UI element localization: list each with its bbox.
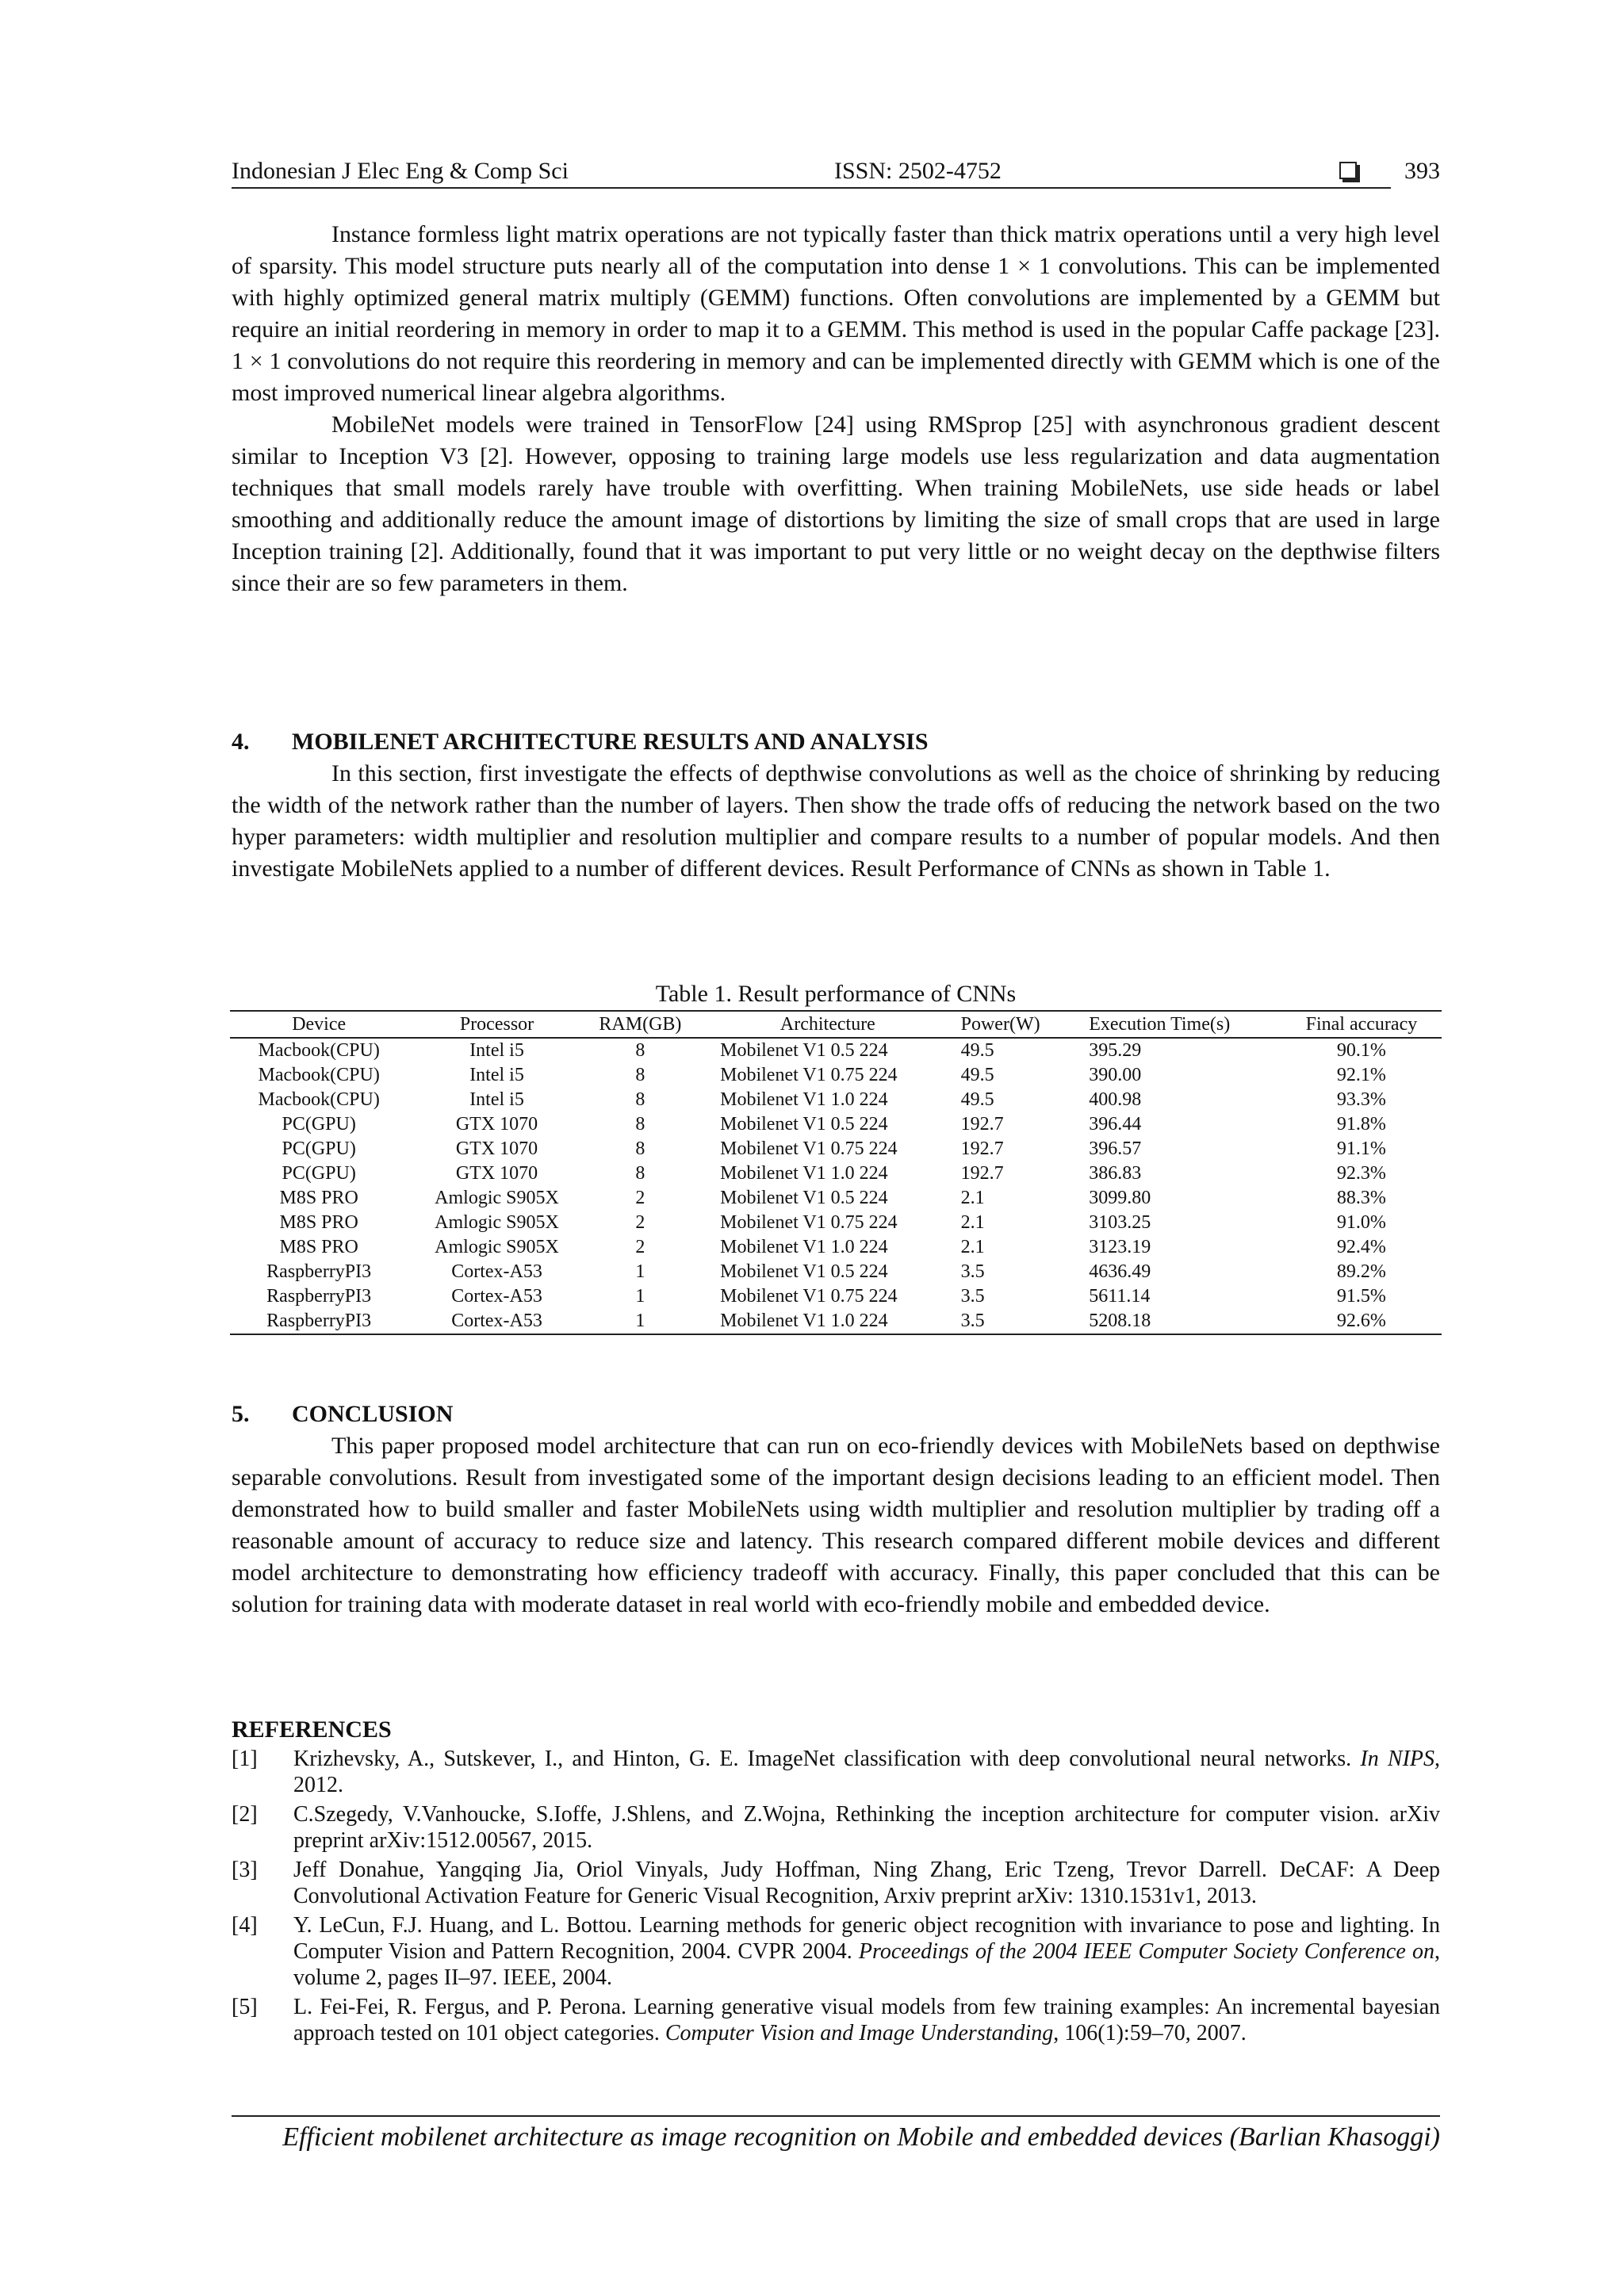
- table-cell: 2: [635, 1212, 645, 1233]
- table-cell: Cortex-A53: [451, 1286, 542, 1307]
- section-5-heading: [232, 1399, 453, 1430]
- table-cell: PC(GPU): [282, 1114, 356, 1135]
- paragraph: In this section, first investigate the effects of depthwise convolutions as well as the choice of shrinking by reducing the width of the network rather than the number of layers. Then show the trade offs of reducing the network based on the two hyper parameters: width multiplier and resolution multiplier and compare results to a number of popular models. And then investigate MobileNets applied to a number of different devices. Result Performance of CNNs as shown in Table 1.: [232, 760, 1440, 882]
- table-row: [230, 1112, 1442, 1137]
- table-cell: GTX 1070: [455, 1163, 538, 1184]
- table-cell: 90.1%: [1336, 1040, 1386, 1061]
- table-cell: 92.1%: [1336, 1065, 1386, 1085]
- table-cell: Amlogic S905X: [435, 1237, 559, 1257]
- reference-number: [3]: [232, 1858, 258, 1882]
- table-cell: 88.3%: [1336, 1188, 1386, 1208]
- table-cell: 2: [635, 1188, 645, 1208]
- table-cell: Macbook(CPU): [258, 1089, 380, 1110]
- table-cell: 400.98: [1089, 1089, 1142, 1110]
- table-row: [230, 1038, 1442, 1063]
- table-cell: Cortex-A53: [408, 1309, 585, 1334]
- col-header: Device: [230, 1011, 408, 1038]
- table-cell: 1: [635, 1261, 645, 1282]
- table-cell: 93.3%: [1336, 1089, 1386, 1110]
- table-cell: Mobilenet V1 1.0 224: [720, 1163, 888, 1184]
- table-row: [230, 1161, 1442, 1186]
- table-cell: 4636.49: [1089, 1261, 1151, 1282]
- table-cell: M8S PRO: [279, 1212, 358, 1233]
- table-cell: 5611.14: [1089, 1286, 1151, 1307]
- section-number: 4.: [232, 729, 250, 755]
- reference-item: [232, 1994, 1440, 2046]
- table-caption: Table 1. Result performance of CNNs: [655, 981, 1017, 1007]
- table-cell: 5208.18: [1081, 1309, 1281, 1334]
- reference-number: [1]: [232, 1747, 258, 1771]
- table-body: [230, 1038, 1442, 1334]
- reference-text-main: Krizhevsky, A., Sutskever, I., and Hinton, G. E. ImageNet classification with deep convolutional neural networks.: [293, 1747, 1361, 1771]
- reference-item: [232, 1746, 1440, 1798]
- table-cell: Mobilenet V1 0.5 224: [720, 1261, 888, 1282]
- col-header: Processor: [408, 1011, 585, 1038]
- section-4-text: [232, 758, 1440, 885]
- reference-text-main: C.Szegedy, V.Vanhoucke, S.Ioffe, J.Shlens, and Z.Wojna, Rethinking the inception architecture for computer vision. arXiv preprint arXiv:1512.00567, 2015.: [293, 1802, 1440, 1853]
- table-cell: M8S PRO: [279, 1237, 358, 1257]
- running-header: [232, 154, 1440, 189]
- reference-text: [293, 1857, 1440, 1909]
- issn: ISSN: 2502-4752: [834, 158, 1002, 184]
- table-row: [230, 1284, 1442, 1309]
- reference-text-italic: Proceedings of the 2004 IEEE Computer Society Conference on: [858, 1939, 1434, 1964]
- running-footer: Efficient mobilenet architecture as image recognition on Mobile and embedded devices (Barlian Khasoggi): [282, 2122, 1440, 2152]
- reference-number: [4]: [232, 1913, 258, 1938]
- table-cell: 3103.25: [1089, 1212, 1151, 1233]
- table-cell: 192.7: [960, 1114, 1004, 1135]
- table-row: [230, 1137, 1442, 1161]
- table-cell: Mobilenet V1 0.5 224: [720, 1188, 888, 1208]
- table-cell: Mobilenet V1 0.75 224: [720, 1065, 898, 1085]
- table-cell: 396.44: [1089, 1114, 1142, 1135]
- table-cell: 3.5: [960, 1261, 985, 1282]
- page-number: 393: [1404, 158, 1440, 184]
- table-cell: 8: [635, 1114, 645, 1135]
- table-cell: Mobilenet V1 0.5 224: [720, 1114, 888, 1135]
- paragraph: This paper proposed model architecture that can run on eco-friendly devices with MobileNets based on depthwise separable convolutions. Result from investigated some of the important design decisions leading to an efficient model. Then demonstrated how to build smaller and faster MobileNets using width multiplier and resolution multiplier by trading off a reasonable amount of accuracy to reduce size and latency. This research compared different mobile devices and different model architecture to demonstrating how efficiency tradeoff with accuracy. Finally, this paper concluded that this can be solution for training data with moderate dataset in real world with eco-friendly mobile and embedded device.: [232, 1433, 1440, 1617]
- col-header: RAM(GB): [586, 1011, 695, 1038]
- table-cell: 49.5: [960, 1040, 994, 1061]
- table-row: [230, 1088, 1442, 1112]
- reference-item: [232, 1857, 1440, 1909]
- table-cell: 192.7: [960, 1163, 1004, 1184]
- table-cell: Mobilenet V1 0.75 224: [720, 1138, 898, 1159]
- paragraph: Instance formless light matrix operations are not typically faster than thick matrix operations until a very high level of sparsity. This model structure puts nearly all of the computation into dense 1 × 1 convolutions. This can be implemented with highly optimized general matrix multiply (GEMM) functions. Often convolutions are implemented by a GEMM but require an initial reordering in memory in order to map it to a GEMM. This method is used in the popular Caffe package [23]. 1 × 1 convolutions do not require this reordering in memory and can be implemented directly with GEMM which is one of the most improved numerical linear algebra algorithms.: [232, 221, 1440, 406]
- reference-text-italic: In NIPS: [1360, 1747, 1434, 1771]
- table-cell: Mobilenet V1 0.5 224: [720, 1040, 888, 1061]
- reference-number: [2]: [232, 1802, 258, 1827]
- table-row: [230, 1309, 1442, 1334]
- journal-name: Indonesian J Elec Eng & Comp Sci: [232, 158, 569, 184]
- table-cell: Amlogic S905X: [435, 1188, 559, 1208]
- table-cell: 1: [635, 1286, 645, 1307]
- reference-text-tail: , volume 2, pages II–97. IEEE, 2004.: [293, 1939, 1440, 1990]
- reference-text-main: Jeff Donahue, Yangqing Jia, Oriol Vinyals, Judy Hoffman, Ning Zhang, Eric Tzeng, Trevor Darrell. DeCAF: A Deep Convolutional Activation Feature for Generic Visual Recognition, Arxiv preprint arXiv: 1310.1531v1, 2013.: [293, 1858, 1440, 1908]
- header-rule: [232, 187, 1391, 189]
- reference-list: [232, 1746, 1440, 2049]
- reference-text: [293, 1801, 1440, 1854]
- checkbox-square-icon: [1339, 162, 1357, 179]
- reference-number: [5]: [232, 1995, 258, 2019]
- reference-text: [293, 1994, 1440, 2046]
- section-title: MOBILENET ARCHITECTURE RESULTS AND ANALYSIS: [292, 729, 929, 755]
- table-cell: 91.0%: [1336, 1212, 1386, 1233]
- table-cell: 92.6%: [1281, 1309, 1442, 1334]
- table-cell: 1: [586, 1309, 695, 1334]
- table-row: [230, 1186, 1442, 1211]
- table-cell: 2.1: [960, 1237, 985, 1257]
- table-row: [230, 1235, 1442, 1260]
- table-cell: 8: [635, 1163, 645, 1184]
- col-header: Power(W): [961, 1011, 1082, 1038]
- col-header: Final accuracy: [1281, 1011, 1442, 1038]
- table-cell: Mobilenet V1 1.0 224: [695, 1309, 961, 1334]
- table-cell: RaspberryPI3: [230, 1309, 408, 1334]
- table-cell: PC(GPU): [282, 1163, 356, 1184]
- table-cell: RaspberryPI3: [266, 1261, 372, 1282]
- table-cell: 395.29: [1089, 1040, 1142, 1061]
- table-cell: M8S PRO: [279, 1188, 358, 1208]
- reference-text-main: L. Fei-Fei, R. Fergus, and P. Perona. Learning generative visual models from few training examples: An incremental bayesian approach tested on 101 object categories.: [293, 1995, 1440, 2045]
- table-cell: 3.5: [961, 1309, 1082, 1334]
- table-cell: 2: [635, 1237, 645, 1257]
- reference-text-italic: Computer Vision and Image Understanding: [665, 2021, 1054, 2045]
- table-cell: Intel i5: [469, 1040, 524, 1061]
- table-cell: Cortex-A53: [451, 1261, 542, 1282]
- table-cell: 390.00: [1089, 1065, 1142, 1085]
- reference-text-main: Y. LeCun, F.J. Huang, and L. Bottou. Learning methods for generic object recognition with invariance to pose and lighting. In Computer Vision and Pattern Recognition, 2004. CVPR 2004.: [293, 1913, 1440, 1964]
- table-cell: 396.57: [1089, 1138, 1142, 1159]
- section-title: CONCLUSION: [292, 1401, 454, 1427]
- table-cell: RaspberryPI3: [266, 1286, 372, 1307]
- table-cell: 89.2%: [1336, 1261, 1386, 1282]
- table-row: [230, 1260, 1442, 1284]
- intro-text: [232, 219, 1440, 599]
- reference-item: [232, 1801, 1440, 1854]
- section-5-text: [232, 1430, 1440, 1621]
- table-cell: 8: [635, 1065, 645, 1085]
- table-header-row: [230, 1011, 1442, 1038]
- references-title: REFERENCES: [232, 1716, 392, 1743]
- table-row: [230, 1211, 1442, 1235]
- table-cell: 92.4%: [1336, 1237, 1386, 1257]
- reference-text-tail: , 106(1):59–70, 2007.: [1053, 2021, 1247, 2045]
- col-header: Execution Time(s): [1081, 1011, 1281, 1038]
- paragraph: MobileNet models were trained in TensorFlow [24] using RMSprop [25] with asynchronous gradient descent similar to Inception V3 [2]. However, opposing to training large models use less regularization and data augmentation techniques that small models rarely have trouble with overfitting. When training MobileNets, use side heads or label smoothing and additionally reduce the amount image of distortions by limiting the size of small crops that are used in large Inception training [2]. Additionally, found that it was important to put very little or no weight decay on the depthwise filters since their are so few parameters in them.: [232, 411, 1440, 596]
- reference-item: [232, 1912, 1440, 1991]
- table-cell: GTX 1070: [455, 1138, 538, 1159]
- section-number: 5.: [232, 1401, 250, 1427]
- table-cell: Amlogic S905X: [435, 1212, 559, 1233]
- table-cell: 386.83: [1089, 1163, 1142, 1184]
- table-cell: 8: [635, 1138, 645, 1159]
- table-cell: 91.8%: [1336, 1114, 1386, 1135]
- table-cell: Mobilenet V1 1.0 224: [720, 1237, 888, 1257]
- col-header: Architecture: [695, 1011, 961, 1038]
- table-cell: Macbook(CPU): [258, 1065, 380, 1085]
- results-table: [230, 1010, 1442, 1335]
- table-cell: 8: [635, 1040, 645, 1061]
- table-cell: 91.5%: [1336, 1286, 1386, 1307]
- table-cell: 92.3%: [1336, 1163, 1386, 1184]
- table-cell: 2.1: [960, 1188, 985, 1208]
- references-heading: [232, 1714, 392, 1746]
- table-cell: 192.7: [960, 1138, 1004, 1159]
- table-cell: 49.5: [960, 1089, 994, 1110]
- table-cell: 3099.80: [1089, 1188, 1151, 1208]
- table-cell: Mobilenet V1 0.75 224: [720, 1286, 898, 1307]
- table-cell: Macbook(CPU): [258, 1040, 380, 1061]
- table-cell: Intel i5: [469, 1065, 524, 1085]
- table-row: [230, 1063, 1442, 1088]
- table-cell: 2.1: [960, 1212, 985, 1233]
- reference-text-tail: , 2012.: [293, 1747, 1440, 1797]
- table-cell: 3123.19: [1089, 1237, 1151, 1257]
- table-cell: PC(GPU): [282, 1138, 356, 1159]
- table-cell: Mobilenet V1 0.75 224: [720, 1212, 898, 1233]
- table-cell: GTX 1070: [455, 1114, 538, 1135]
- reference-text: [293, 1912, 1440, 1991]
- section-4-heading: [232, 726, 929, 758]
- table-cell: Mobilenet V1 1.0 224: [720, 1089, 888, 1110]
- table-cell: 3.5: [960, 1286, 985, 1307]
- table-cell: Intel i5: [469, 1089, 524, 1110]
- table-cell: 8: [635, 1089, 645, 1110]
- table-cell: 49.5: [960, 1065, 994, 1085]
- table-cell: 91.1%: [1336, 1138, 1386, 1159]
- reference-text: [293, 1746, 1440, 1798]
